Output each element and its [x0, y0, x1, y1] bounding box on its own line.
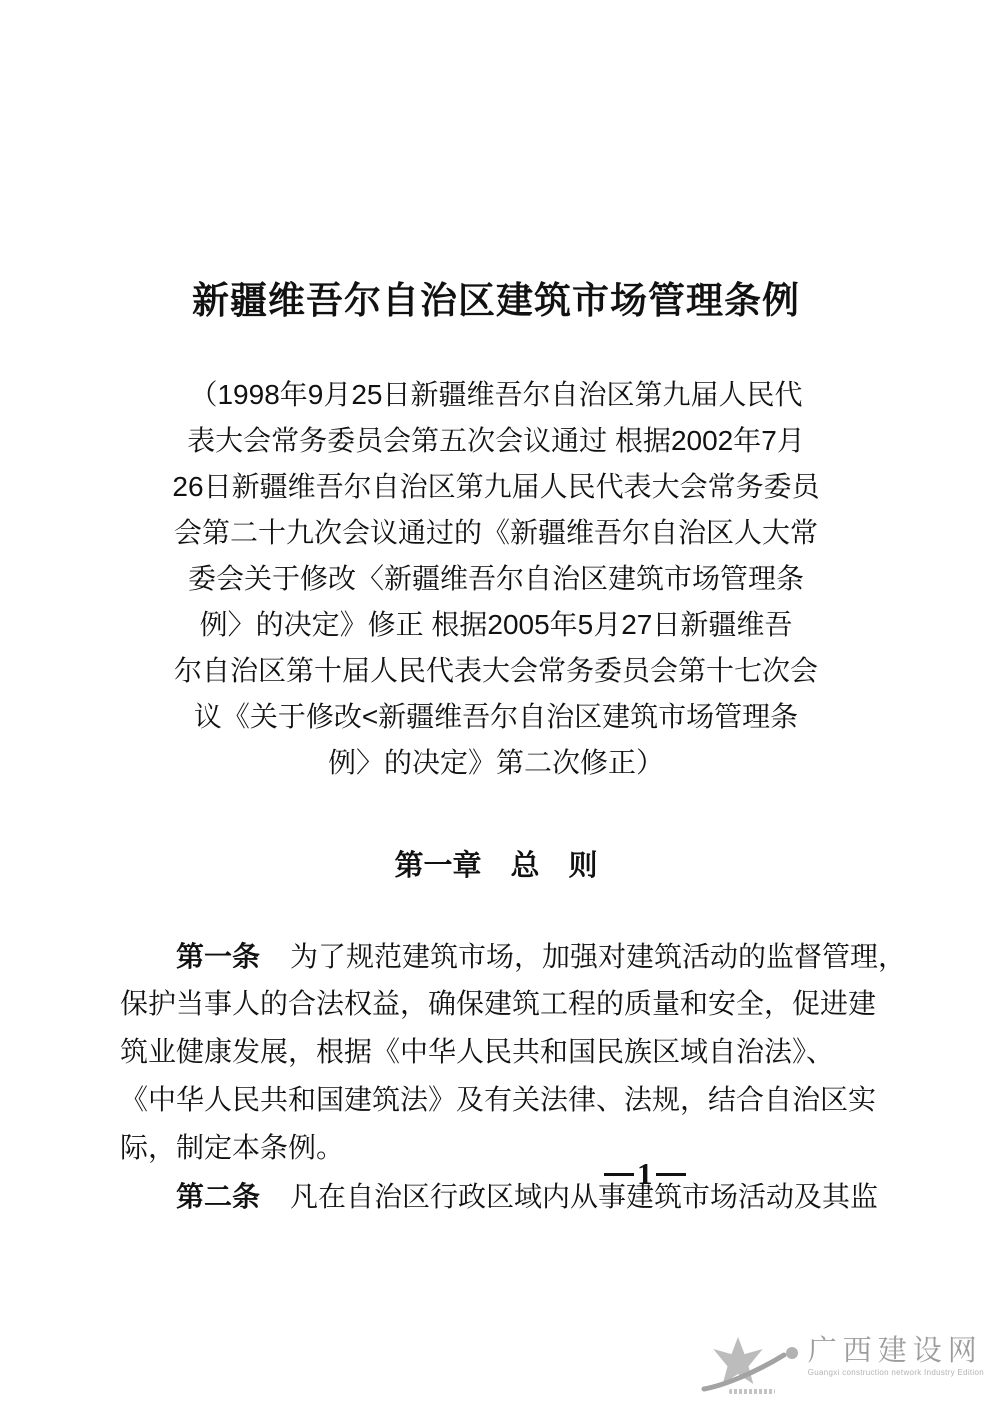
- watermark-star-column: [700, 1335, 804, 1394]
- watermark-name: 广西建设网: [807, 1335, 983, 1367]
- article-number: 第一条: [176, 941, 261, 972]
- watermark-tagline: Guangxi construction network Industry Edition: [807, 1368, 984, 1377]
- page-number-value: 1: [637, 1156, 653, 1191]
- article-line: [120, 1029, 890, 1077]
- article-text: 《中华人民共和国建筑法》及有关法律、法规，结合自治区实: [120, 1085, 877, 1116]
- preamble-line: （1998年9月25日新疆维吾尔自治区第九届人民代: [189, 379, 803, 410]
- body-text: [120, 933, 907, 1221]
- star-swoosh-icon: [700, 1335, 804, 1393]
- article-line: [120, 981, 890, 1029]
- document-title: 新疆维吾尔自治区建筑市场管理条例: [192, 280, 800, 321]
- watermark-text-block: [808, 1335, 984, 1378]
- preamble-line: 尔自治区第十届人民代表大会常务委员会第十七次会: [173, 655, 818, 686]
- preamble-line: 26日新疆维吾尔自治区第九届人民代表大会常务委员: [172, 471, 820, 502]
- article-text: 为了规范建筑市场，加强对建筑活动的监督管理，: [290, 942, 907, 973]
- page-number-dash: [656, 1173, 686, 1176]
- preamble-line: 表大会常务委员会第五次会议通过 根据2002年7月: [187, 425, 805, 456]
- article-text: 保护当事人的合法权益，确保建筑工程的质量和安全，促进建: [120, 989, 877, 1020]
- watermark-logo: [700, 1335, 984, 1394]
- preamble-line: 会第二十九次会议通过的《新疆维吾尔自治区人大常: [173, 517, 818, 548]
- article-line: [120, 933, 907, 981]
- preamble-line: 例〉的决定》第二次修正）: [327, 747, 664, 778]
- article-line: [120, 1125, 890, 1173]
- article-line: [120, 1173, 890, 1221]
- article-number: 第二条: [176, 1181, 261, 1212]
- article-text: 凡在自治区行政区域内从事建筑市场活动及其监: [290, 1182, 879, 1213]
- preamble-line: 例〉的决定》修正 根据2005年5月27日新疆维吾: [199, 609, 793, 640]
- preamble-line: 议《关于修改<新疆维吾尔自治区建筑市场管理条: [193, 701, 799, 732]
- article-text: 际，制定本条例。: [120, 1133, 345, 1164]
- page-number: [604, 1156, 686, 1192]
- preamble-line: 委会关于修改〈新疆维吾尔自治区建筑市场管理条: [187, 563, 804, 594]
- preamble-block: [136, 372, 856, 786]
- logo-fineprint: [729, 1389, 775, 1394]
- article-line: [120, 1077, 890, 1125]
- article-text: 筑业健康发展，根据《中华人民共和国民族区域自治法》、: [120, 1037, 835, 1068]
- page-number-dash: [604, 1173, 634, 1176]
- chapter-heading: 第一章 总 则: [394, 850, 598, 882]
